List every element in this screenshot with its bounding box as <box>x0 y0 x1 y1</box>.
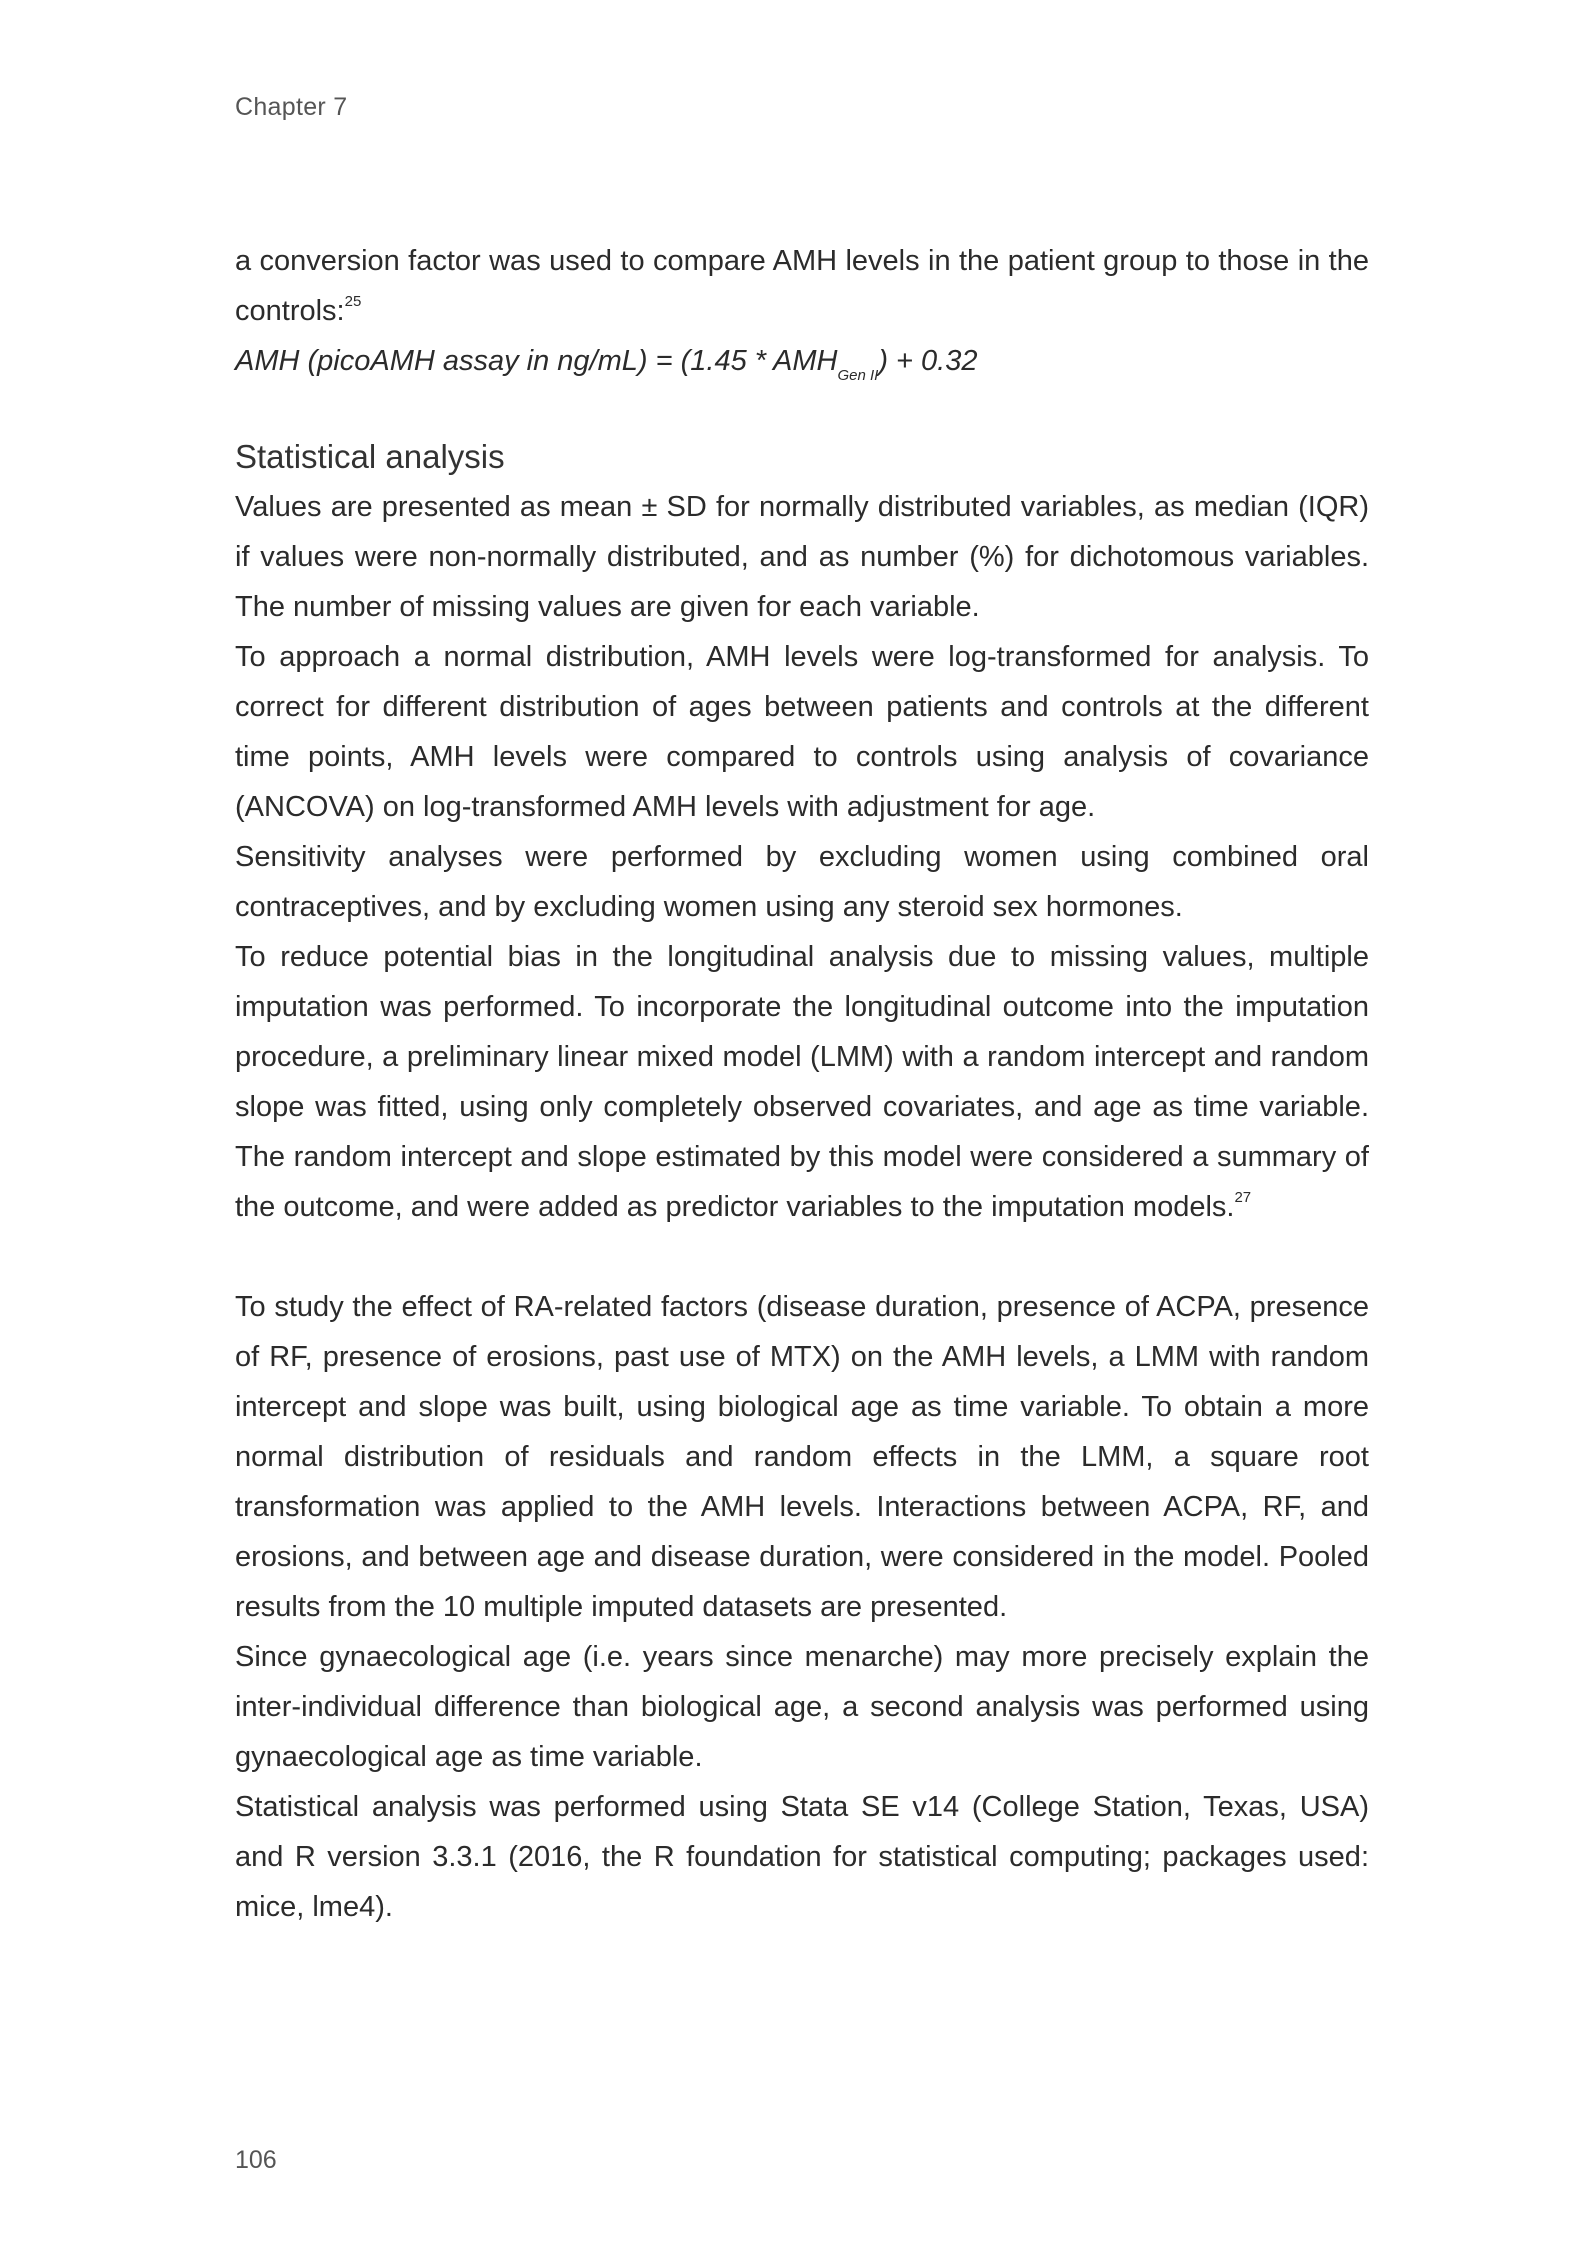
paragraph: To approach a normal distribution, AMH levels were log-transformed for analysis. To correct for different distribution of ages between patients and controls at the different time points, AMH levels were compared to controls using analysis of covariance (ANCOVA) on log-transformed AMH levels with adjustment for age. <box>235 641 1369 823</box>
paragraph <box>235 932 1369 1232</box>
formula-subscript: Gen II <box>837 367 879 384</box>
reference-superscript: 27 <box>1234 1189 1252 1206</box>
intro-paragraph <box>235 236 1369 336</box>
paragraph: Statistical analysis was performed using Stata SE v14 (College Station, Texas, USA) and R version 3.3.1 (2016, the R foundation for statistical computing; packages used: mice, lme4). <box>235 1791 1369 1923</box>
running-header: Chapter 7 <box>235 93 348 121</box>
section-heading: Statistical analysis <box>235 438 505 475</box>
paragraph: Values are presented as mean ± SD for normally distributed variables, as median (IQR) if values were non-normally distributed, and as number (%) for dichotomous variables. The number of missing values are given for each variable. <box>235 491 1369 623</box>
conversion-formula <box>235 336 1369 386</box>
paragraph: Since gynaecological age (i.e. years since menarche) may more precisely explain the inter-individual difference than biological age, a second analysis was performed using gynaecological age as time variable. <box>235 1641 1369 1773</box>
paragraph: To study the effect of RA-related factors (disease duration, presence of ACPA, presence of RF, presence of erosions, past use of MTX) on the AMH levels, a LMM with random intercept and slope was built, using biological age as time variable. To obtain a more normal distribution of residuals and random effects in the LMM, a square root transformation was applied to the AMH levels. Interactions between ACPA, RF, and erosions, and between age and disease duration, were considered in the model. Pooled results from the 10 multiple imputed datasets are presented. <box>235 1291 1369 1623</box>
page-number: 106 <box>235 2146 277 2174</box>
formula-left: AMH (picoAMH assay in ng/mL) = (1.45 * AMH <box>235 345 838 377</box>
reference-superscript: 25 <box>344 293 362 310</box>
page-body <box>235 236 1369 1932</box>
paragraph: Sensitivity analyses were performed by excluding women using combined oral contraceptives, and by excluding women using any steroid sex hormones. <box>235 841 1369 923</box>
intro-text: a conversion factor was used to compare AMH levels in the patient group to those in the controls: <box>235 245 1369 327</box>
formula-right: ) + 0.32 <box>878 345 978 377</box>
paragraph-gap <box>235 1232 1369 1282</box>
paragraph-text: To reduce potential bias in the longitudinal analysis due to missing values, multiple imputation was performed. To incorporate the longitudinal outcome into the imputation procedure, a preliminary linear mixed model (LMM) with a random intercept and random slope was fitted, using only completely observed covariates, and age as time variable. The random intercept and slope estimated by this model were considered a summary of the outcome, and were added as predictor variables to the imputation models. <box>235 941 1369 1223</box>
